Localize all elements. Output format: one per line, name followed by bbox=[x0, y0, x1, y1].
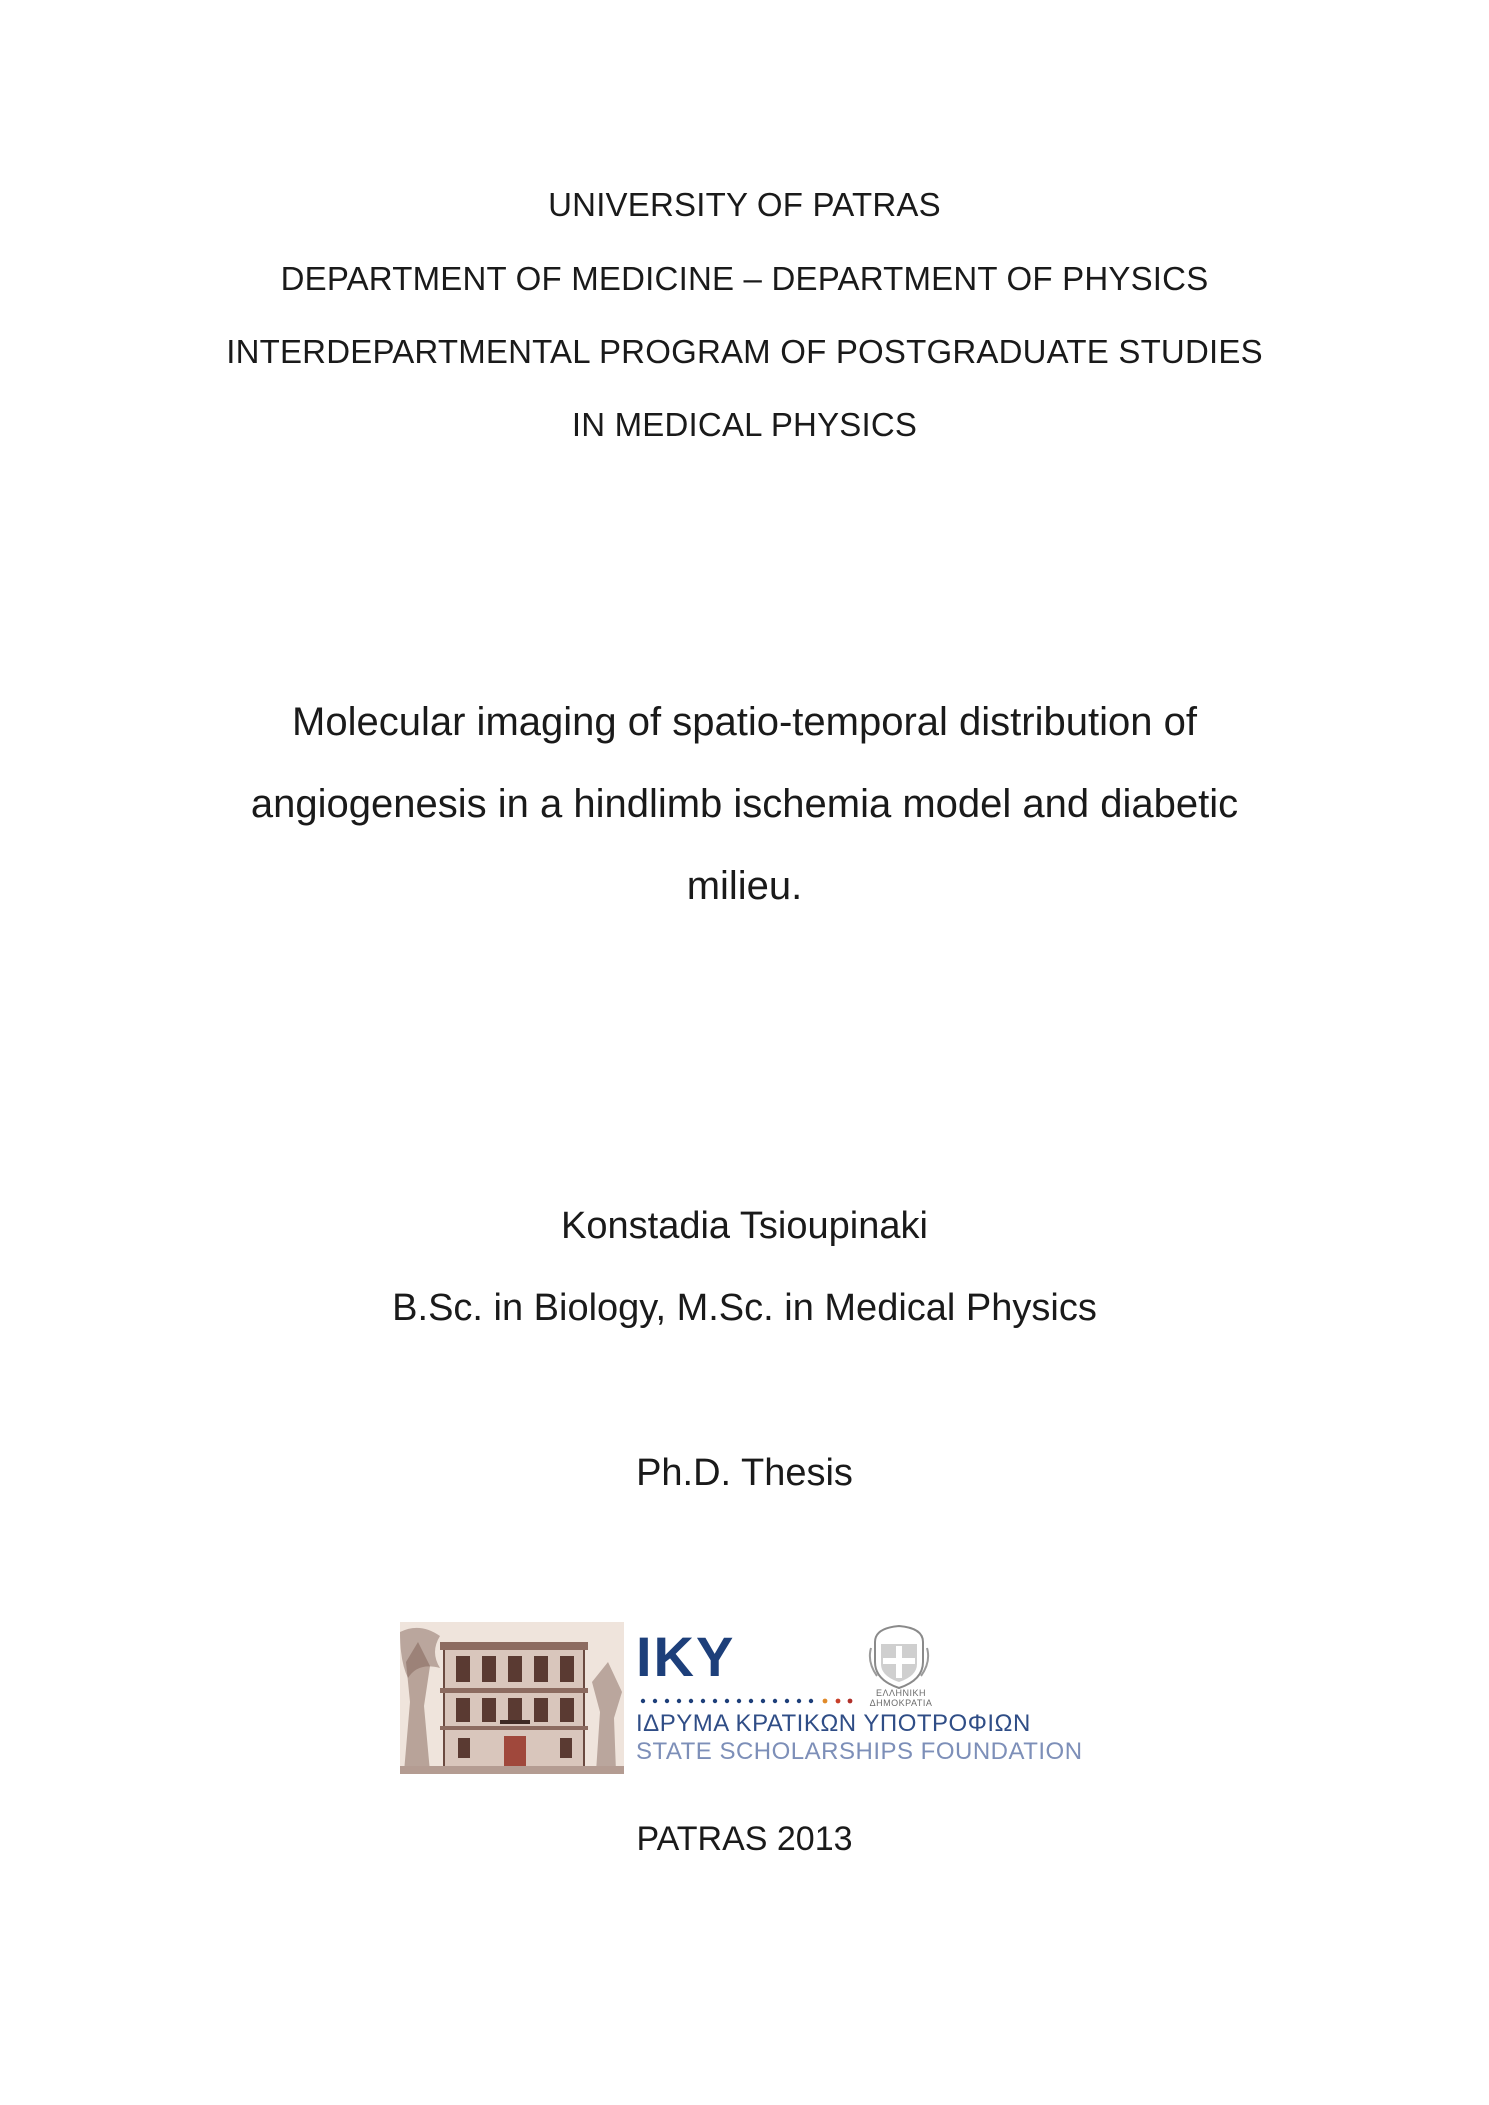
author-name: Konstadia Tsioupinaki bbox=[561, 1205, 928, 1247]
departments: DEPARTMENT OF MEDICINE – DEPARTMENT OF PHYSICS bbox=[280, 260, 1209, 297]
dotted-line-decoration bbox=[640, 1697, 855, 1705]
foundation-name-english: STATE SCHOLARSHIPS FOUNDATION bbox=[636, 1738, 1083, 1765]
university-name: UNIVERSITY OF PATRAS bbox=[548, 186, 941, 223]
thesis-title-line-1: Molecular imaging of spatio-temporal distribution of bbox=[292, 700, 1197, 744]
greek-coat-of-arms-icon bbox=[867, 1622, 931, 1692]
building-illustration bbox=[400, 1622, 624, 1774]
program-line-2: IN MEDICAL PHYSICS bbox=[571, 406, 918, 443]
foundation-name-greek: ΙΔΡΥΜΑ ΚΡΑΤΙΚΩΝ ΥΠΟΤΡΟΦΙΩΝ bbox=[636, 1710, 1031, 1737]
iky-acronym: IKY bbox=[636, 1625, 736, 1688]
thesis-title-line-2: angiogenesis in a hindlimb ischemia model and diabetic bbox=[250, 782, 1239, 826]
thesis-title-line-3: milieu. bbox=[686, 864, 803, 908]
sponsor-logo-banner bbox=[400, 1622, 1100, 1782]
emblem-caption: ΕΛΛΗΝΙΚΗ ΔΗΜΟΚΡΑΤΙΑ bbox=[869, 1688, 933, 1708]
thesis-type: Ph.D. Thesis bbox=[636, 1452, 853, 1494]
place-and-year: PATRAS 2013 bbox=[636, 1820, 853, 1858]
program-line-1: INTERDEPARTMENTAL PROGRAM OF POSTGRADUATE STUDIES bbox=[226, 333, 1263, 370]
iky-logo bbox=[632, 1622, 1092, 1782]
author-degrees: B.Sc. in Biology, M.Sc. in Medical Physics bbox=[392, 1287, 1097, 1329]
